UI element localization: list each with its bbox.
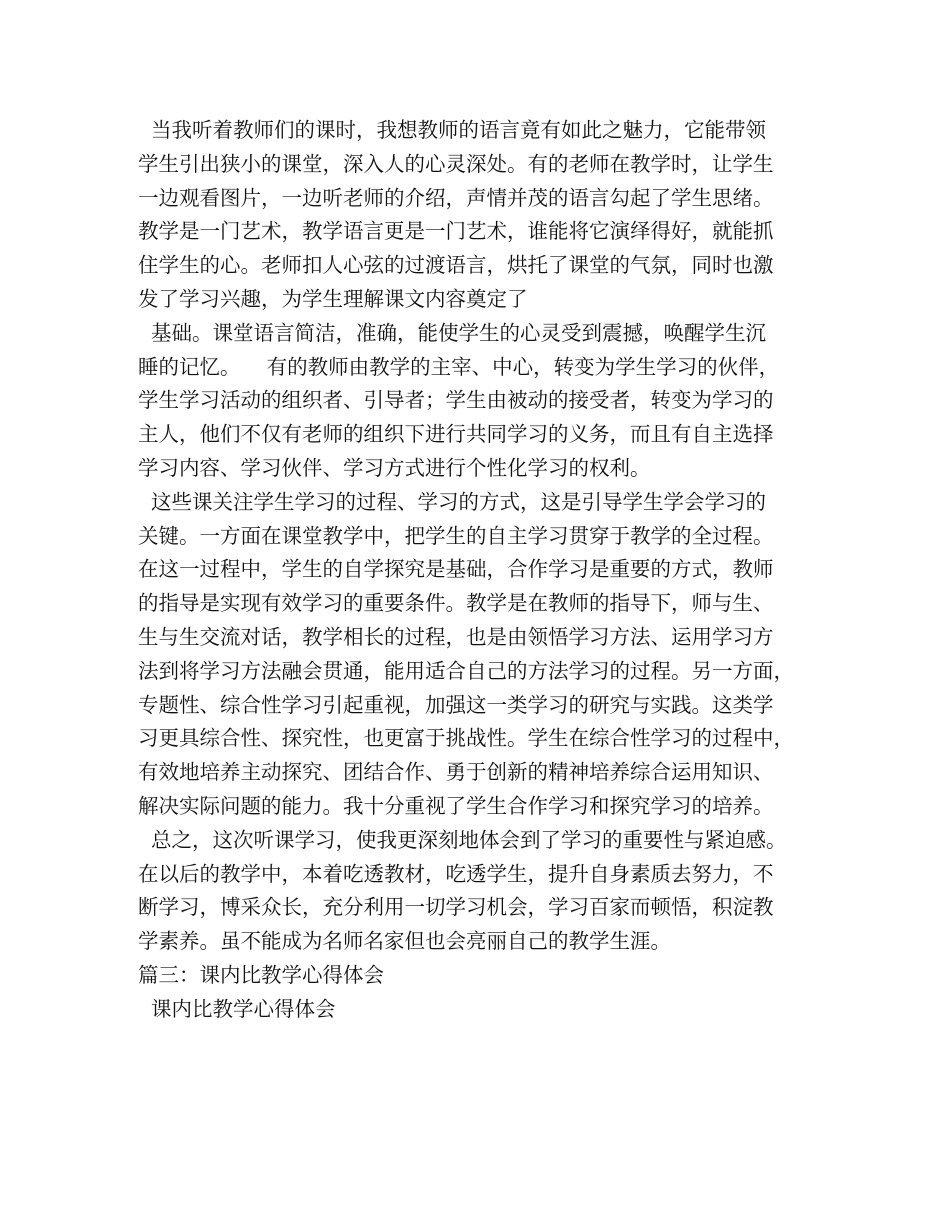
text-line-6: 发了学习兴趣，为学生理解课文内容奠定了: [138, 286, 528, 311]
text-line-22: 总之，这次听课学习，使我更深刻地体会到了学习的重要性与紧迫感。: [138, 827, 787, 852]
text-line-4: 教学是一门艺术，教学语言更是一门艺术，谁能将它演绎得好，就能抓: [138, 219, 774, 244]
text-line-18: 专题性、综合性学习引起重视，加强这一类学习的研究与实践。这类学: [138, 692, 774, 717]
text-line-17: 法到将学习方法融会贯通，能用适合自己的方法学习的过程。另一方面，: [138, 658, 794, 683]
text-line-8: 睡的记忆。 有的教师由教学的主宰、中心，转变为学生学习的伙伴，: [138, 354, 780, 379]
text-line-10: 主人，他们不仅有老师的组织下进行共同学习的义务，而且有自主选择: [138, 422, 774, 447]
text-line-5: 住学生的心。老师扣人心弦的过渡语言，烘托了课堂的气氛，同时也激: [138, 253, 774, 278]
text-line-15: 的指导是实现有效学习的重要条件。教学是在教师的指导下，师与生、: [138, 591, 774, 616]
text-line-20: 有效地培养主动探究、团结合作、勇于创新的精神培养综合运用知识、: [138, 760, 774, 785]
text-line-11: 学习内容、学习伙伴、学习方式进行个性化学习的权利。: [138, 455, 651, 480]
section-subtitle: 课内比教学心得体会: [138, 996, 336, 1021]
text-line-24: 断学习，博采众长，充分利用一切学习机会，学习百家而顿悟，积淀教: [138, 895, 774, 920]
document-body: [138, 114, 834, 1027]
text-line-14: 在这一过程中，学生的自学探究是基础，合作学习是重要的方式，教师: [138, 557, 774, 582]
text-line-23: 在以后的教学中，本着吃透教材，吃透学生，提升自身素质去努力，不: [138, 861, 774, 886]
text-line-12: 这些课关注学生学习的过程、学习的方式，这是引导学生学会学习的: [138, 489, 767, 514]
text-line-3: 一边观看图片，一边听老师的介绍，声情并茂的语言勾起了学生思绪。: [138, 185, 774, 210]
text-line-2: 学生引出狭小的课堂，深入人的心灵深处。有的老师在教学时，让学生: [138, 151, 774, 176]
text-line-13: 关键。一方面在课堂教学中，把学生的自主学习贯穿于教学的全过程。: [138, 523, 774, 548]
text-line-21: 解决实际问题的能力。我十分重视了学生合作学习和探究学习的培养。: [138, 793, 774, 818]
text-line-9: 学生学习活动的组织者、引导者；学生由被动的接受者，转变为学习的: [138, 388, 774, 413]
text-line-19: 习更具综合性、探究性，也更富于挑战性。学生在综合性学习的过程中，: [138, 726, 794, 751]
section-heading: 篇三：课内比教学心得体会: [138, 962, 384, 987]
text-line-25: 学素养。虽不能成为名师名家但也会亮丽自己的教学生涯。: [138, 929, 671, 954]
text-line-16: 生与生交流对话，教学相长的过程，也是由领悟学习方法、运用学习方: [138, 624, 774, 649]
text-line-1: 当我听着教师们的课时，我想教师的语言竟有如此之魅力，它能带领: [138, 118, 767, 142]
text-line-7: 基础。课堂语言简洁，准确，能使学生的心灵受到震撼，唤醒学生沉: [138, 320, 767, 345]
